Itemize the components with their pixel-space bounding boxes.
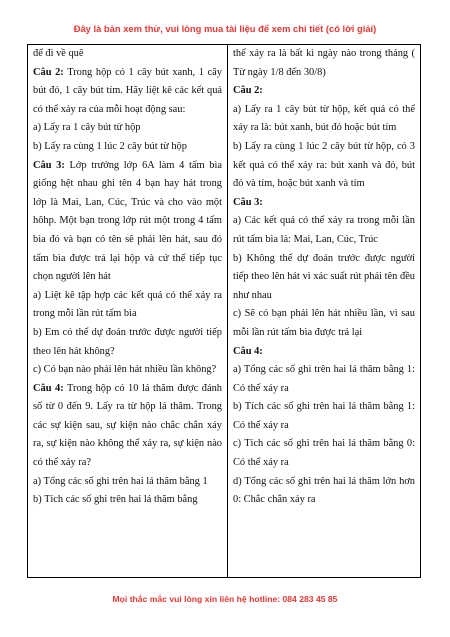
question-2-part-b: b) Lấy ra cùng 1 lúc 2 cây bút từ hộp bbox=[33, 140, 187, 152]
preview-banner: Đây là bản xem thử, vui lòng mua tài liệu để xem chi tiết (có lời giải) bbox=[73, 23, 377, 34]
question-4-part-b: b) Tích các số ghi trên hai lá thăm bằng bbox=[33, 494, 198, 506]
document-table bbox=[27, 44, 421, 578]
question-text: Trong hộp có 1 cây bút xanh, 1 cây bút đỏ, 1 cây bút tím. Hãy liệt kê các kết quả có thể xảy ra của mỗi hoạt động sau: bbox=[33, 66, 222, 115]
question-2 bbox=[33, 64, 222, 120]
answer-3-part-a: a) Các kết quả có thể xảy ra trong mỗi lần rút tấm bìa là: Mai, Lan, Cúc, Trúc bbox=[233, 215, 415, 245]
question-3-part-a: a) Liệt kê tập hợp các kết quả có thể xảy ra trong mỗi lần rút tấm bìa bbox=[33, 289, 222, 320]
answer-3-part-b: b) Không thể dự đoán trước được người tiếp theo lên hát vì xác suất rút phải tên đều như nhau bbox=[233, 252, 415, 301]
answers-column bbox=[228, 45, 420, 577]
hotline-footer: Mọi thắc mắc vui lòng xin liên hệ hotline: 084 283 45 85 bbox=[112, 594, 338, 604]
questions-column bbox=[28, 45, 228, 577]
question-2-part-a: a) Lấy ra 1 cây bút từ hộp bbox=[33, 122, 141, 134]
question-label: Câu 4: bbox=[33, 382, 64, 394]
question-text: Trong hộp có 10 lá thăm được đánh số từ 0 đến 9. Lấy ra từ hộp lá thăm. Trong các sự kiện sau, sự kiện nào chắc chắn xảy ra, sự kiện nào không thể xảy ra, sự kiện nào có thể xảy ra? bbox=[33, 382, 222, 469]
answer-4-part-a: a) Tổng các số ghi trên hai lá thăm bằng 1: Có thể xảy ra bbox=[233, 364, 415, 394]
text-line: để đi về quê bbox=[33, 48, 84, 59]
text-line: thể xảy ra là bất kì ngày nào trong tháng ( Từ ngày 1/8 đến 30/8) bbox=[233, 48, 415, 78]
answer-2-part-a: a) Lấy ra 1 cây bút từ hộp, kết quả có thể xảy ra là: bút xanh, bút đỏ hoặc bút tím bbox=[233, 103, 415, 134]
answer-2-part-b: b) Lấy ra cùng 1 lúc 2 cây bút từ hộp, có 3 kết quả có thể xảy ra: bút xanh và đỏ, bút đỏ và tím, hoặc bút xanh và tím bbox=[233, 140, 415, 190]
answer-3-label: Câu 3: bbox=[233, 196, 263, 208]
question-label: Câu 2: bbox=[33, 66, 64, 78]
question-3-part-b: b) Em có thể dự đoán trước được người tiếp theo lên hát không? bbox=[33, 326, 222, 357]
answer-2-label: Câu 2: bbox=[233, 85, 263, 97]
answer-4-part-c: c) Tích các số ghi trên hai lá thăm bằng 0: Có thể xảy ra bbox=[233, 438, 415, 469]
question-4 bbox=[33, 380, 222, 473]
question-3-part-c: c) Có bạn nào phải lên hát nhiều lần không? bbox=[33, 364, 217, 376]
question-text: Lớp trưởng lớp 6A làm 4 tấm bìa giống hệt nhau ghi tên 4 bạn hay hát trong lớp là Mai, Lan, Cúc, Trúc và cho vào một hôhp. Một bạn trong lớp rút một trong 4 tấm bìa đó và bạn có tên sẽ phải lên hát, sau đó tấm bìa được trả lại hộp và cứ thế tiếp tục chọn người lên hát bbox=[33, 159, 222, 283]
question-3 bbox=[33, 157, 222, 287]
answer-4-part-d: d) Tổng các số ghi trên hai lá thăm lớn hơn 0: Chắc chắn xảy ra bbox=[233, 475, 415, 506]
question-4-part-a: a) Tổng các số ghi trên hai lá thăm bằng 1 bbox=[33, 475, 208, 487]
answer-4-label: Câu 4: bbox=[233, 345, 263, 357]
answer-3-part-c: c) Sẽ có bạn phải lên hát nhiều lần, vì sau mỗi lần rút tấm bìa được trả lại bbox=[233, 308, 415, 338]
answer-4-part-b: b) Tích các số ghi trên hai lá thăm bằng 1: Có thể xảy ra bbox=[233, 401, 415, 431]
question-label: Câu 3: bbox=[33, 159, 65, 171]
